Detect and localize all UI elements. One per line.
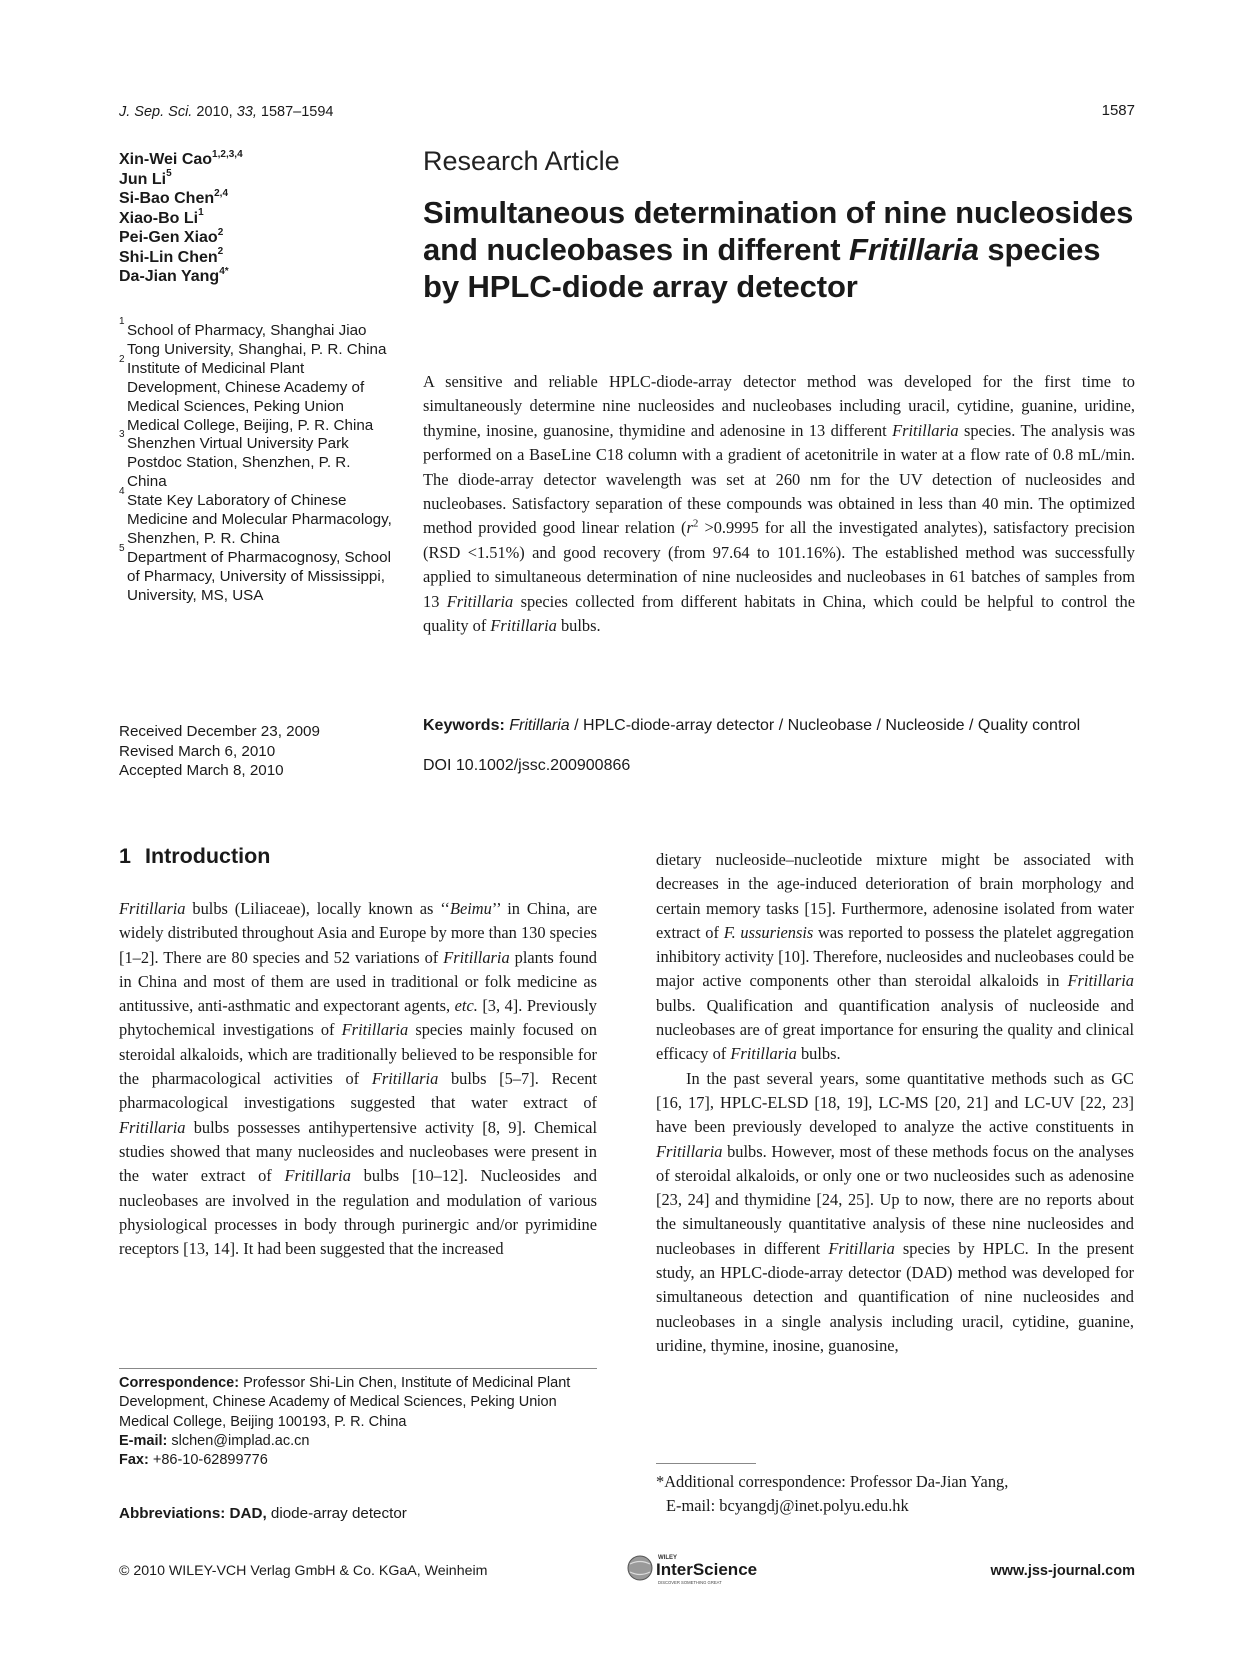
logo-top-text: WILEY <box>658 1555 677 1561</box>
article-type: Research Article <box>423 146 620 176</box>
abstract: A sensitive and reliable HPLC-diode-array detector method was developed for the first time to simultaneously determine nine nucleosides and nucleobases including uracil, cytidine, guanine, uridine, thymine, inosine, guanosine, thymidine and adenosine in 13 different Fritillaria species. The analysis was performed on a BaseLine C18 column with a gradient of acetonitrile in water at a flow rate of 0.8 mL/min. The diode-array detector wavelength was set at 260 nm for the UV detection of nucleosides and nucleobases. Satisfactory separation of these compounds was obtained in less than 40 min. The optimized method provided good linear relation ($r^2 >0.9995$ for all the investigated analytes), satisfactory precision (RSD <1.51%) and good recovery (from 97.64 to 101.16%). The established method was successfully applied to simultaneous determination of nine nucleosides and nucleobases in 61 batches of samples from 13 Fritillaria species collected from different habitats in China, which could be helpful to control the quality of Fritillaria bulbs. <box>423 372 1135 636</box>
affiliation: 1 School of Pharmacy, Shanghai Jiao Tong University, Shanghai, P. R. China <box>119 316 387 358</box>
keywords: Keywords: Fritillaria / HPLC-diode-array detector / Nucleobase / Nucleoside / Quality control <box>423 717 1081 734</box>
logo-tagline: DISCOVER SOMETHING GREAT <box>658 1580 722 1585</box>
correspondence-divider <box>119 1368 597 1369</box>
paragraph: In the past several years, some quantitative methods such as GC [16, 17], HPLC-ELSD [18, 19], LC-MS [20, 21] and LC-UV [22, 23] have been previously developed to analyze the active constituents in Fritillaria bulbs. However, most of these methods focus on the analyses of steroidal alkaloids, or only one or two nucleosides such as adenosine [23, 24] and thymidine [24, 25]. Up to now, there are no reports about the simultaneously quantitative analysis of these nine nucleosides and nucleobases in different Fritillaria species by HPLC. In the present study, an HPLC-diode-array detector (DAD) method was developed for simultaneous detection and quantification of nine nucleosides and nucleobases in a single analysis including uracil, cytidine, guanine, uridine, thymine, inosine, guanosine, <box>656 1068 1134 1355</box>
correspondence-email: slchen@implad.ac.cn <box>171 1432 310 1449</box>
author: Xin-Wei Cao$^{1,2,3,4}$ <box>119 148 243 168</box>
accepted-date: Accepted March 8, 2010 <box>119 762 284 779</box>
footnote: *Additional correspondence: Professor Da-Jian Yang, E-mail: bcyangdj@inet.polyu.edu.hk <box>656 1472 1009 1515</box>
copyright: © 2010 WILEY-VCH Verlag GmbH & Co. KGaA, Weinheim <box>119 1563 488 1579</box>
doi: DOI 10.1002/jssc.200900866 <box>423 757 631 774</box>
journal-website: www.jss-journal.com <box>990 1563 1135 1579</box>
author: Shi-Lin Chen$^2$ <box>119 246 224 266</box>
section-heading: 1 Introduction <box>119 844 271 868</box>
author: Pei-Gen Xiao$^2$ <box>119 226 224 246</box>
intro-right-column <box>656 848 1134 1358</box>
journal-citation: J. Sep. Sci. 2010, 33, 1587–1594 <box>119 104 334 120</box>
affiliation: 4 State Key Laboratory of Chinese Medicine and Molecular Pharmacology, Shenzhen, P. R. China <box>119 486 392 547</box>
paragraph: Fritillaria bulbs (Liliaceae), locally known as ‘‘Beimu’’ in China, are widely distributed throughout Asia and Europe by more than 130 species [1–2]. There are 80 species and 52 variations of Fritillaria plants found in China and most of them are used in traditional or folk medicine as antitussive, anti-asthmatic and expectorant agents, etc. [3, 4]. Previously phytochemical investigations of Fritillaria species mainly focused on steroidal alkaloids, which are traditionally believed to be responsible for the pharmacological activities of Fritillaria bulbs [5–7]. Recent pharmacological investigations suggested that water extract of Fritillaria bulbs possesses antihypertensive activity [8, 9]. Chemical studies showed that many nucleosides and nucleobases were present in the water extract of Fritillaria bulbs [10–12]. Nucleosides and nucleobases are involved in the regulation and modulation of various physiological processes in body through purinergic and/or pyrimidine receptors [13, 14]. It had been suggested that the increased <box>119 899 598 1259</box>
page-number: 1587 <box>1101 102 1135 119</box>
article-dates <box>119 722 379 781</box>
author: Si-Bao Chen$^{2,4}$ <box>119 187 229 207</box>
author: Da-Jian Yang$^{4*}$ <box>119 265 229 285</box>
affiliation: 3 Shenzhen Virtual University Park Postdoc Station, Shenzhen, P. R. China <box>119 429 351 491</box>
author: Jun Li$^5$ <box>119 168 172 188</box>
correspondence: Correspondence: Professor Shi-Lin Chen, Institute of Medicinal Plant Development, Chinese Academy of Medical Sciences, Peking Union Medical College, Beijing 100193, P. R. China E-mail: slchen@implad.ac.cn Fax: +86-10-62899776 <box>119 1375 571 1469</box>
footnote-divider <box>656 1463 756 1464</box>
logo-main-text: InterScience <box>656 1560 758 1579</box>
affiliation: 5 Department of Pharmacognosy, School of Pharmacy, University of Mississippi, University, MS, USA <box>119 542 391 604</box>
affiliation-list <box>119 316 394 606</box>
author: Xiao-Bo Li$^1$ <box>119 207 204 227</box>
article-title: Simultaneous determination of nine nucleosides and nucleobases in different Fritillaria species by HPLC-diode array detector <box>423 195 1134 304</box>
intro-left-column <box>119 897 597 1261</box>
affiliation: 2 Institute of Medicinal Plant Development, Chinese Academy of Medical Sciences, Peking Union Medical College, Beijing, P. R. China <box>119 353 374 434</box>
correspondence-fax: +86-10-62899776 <box>152 1452 268 1469</box>
author-list <box>119 150 379 287</box>
revised-date: Revised March 6, 2010 <box>119 742 276 760</box>
wiley-interscience-logo <box>622 1549 782 1587</box>
paragraph: dietary nucleoside–nucleotide mixture might be associated with decreases in the age-induced deterioration of brain morphology and certain memory tasks [15]. Furthermore, adenosine isolated from water extract of F. ussuriensis was reported to possess the platelet aggregation inhibitory activity [10]. Therefore, nucleosides and nucleobases could be major active components other than steroidal alkaloids in Fritillaria bulbs. Qualification and quantification analysis of nucleoside and nucleobases are of great importance for ensuring the quality and clinical efficacy of Fritillaria bulbs. <box>656 850 1134 1064</box>
abbreviations: Abbreviations: DAD, diode-array detector <box>119 1505 407 1522</box>
received-date: Received December 23, 2009 <box>119 723 320 740</box>
